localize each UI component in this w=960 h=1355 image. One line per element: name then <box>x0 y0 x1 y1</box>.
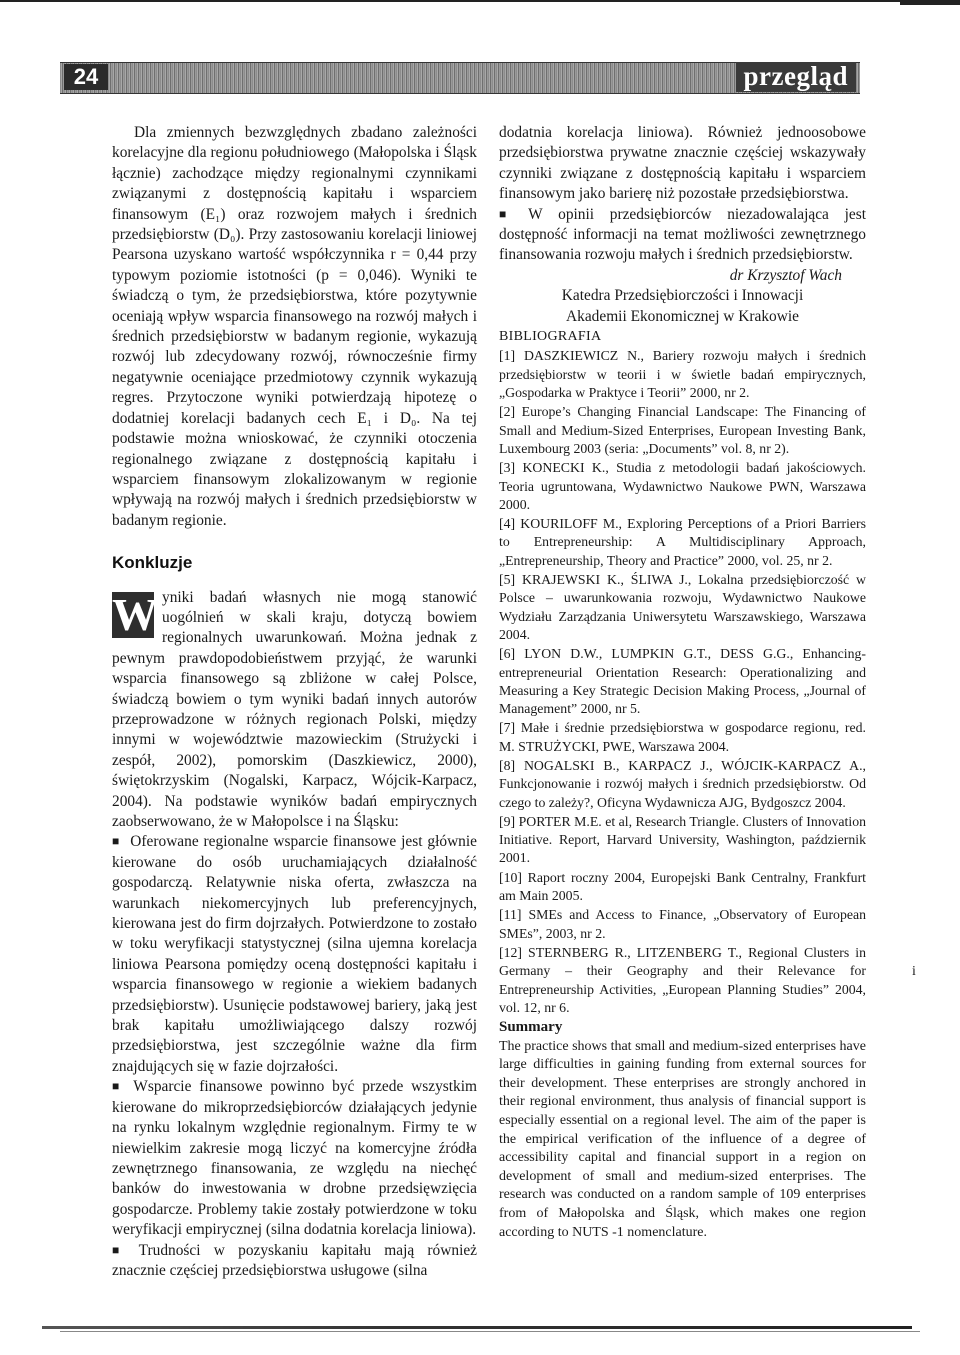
top-rule-corner <box>900 0 960 5</box>
summary-text: The practice shows that small and medium-sized enterprises have large difficulties in gaining funding from external sources for their development. These enterprises are strongly anchored in their regional environment, thus analysis of financial support is especially essential on a regional level. The aim of the paper is the empirical verification of the influence of a degree of accessibility capital and financial support in a region on development of small and medium-sized enterprises. The research was conducted on a random sample of 109 enterprises from of Małopolska and Śląsk, which makes one region according to NUTS -1 nomenclature. <box>499 1038 866 1240</box>
footer-rule <box>42 1326 912 1329</box>
reference-item: [5] KRAJEWSKI K., ŚLIWA J., Lokalna przedsiębiorczość w Polsce – uwarunkowania rozwoju, Wydawnictwo Naukowe Wydziału Zarządzania Uniwersytetu Warszawskiego, Warszawa 2004. <box>499 572 866 642</box>
reference-item: [1] DASZKIEWICZ N., Bariery rozwoju małych i średnich przedsiębiorstw w teorii i w świetle badań empirycznych, „Gospodarka w Praktyce i Teorii” 2000, nr 2. <box>499 348 866 401</box>
page-header-banner <box>60 62 860 94</box>
paragraph-conclusions: yniki badań własnych nie mogą stanowić uogólnień w skali kraju, dotyczą bowiem regionalnych uwarunkowań. Można jednak z pewnym prawdopodobieństwem przyjąć, że warunki wsparcia finansowego są zbliżone w całej Polsce, świadczą bowiem o tym wyniki badań innych autorów przeprowadzone w różnych regionach Polski, między innymi w województwie mazowieckim (Strużycki i zespół, 2002), pomorskim (Daszkiewicz, 2000), świętokrzyskim (Nogalski, Karpacz, Wójcik-Karpacz, 2004). Na podstawie wyników badań empirycznych zaobserwowano, że w Małopolsce i na Śląsku: <box>112 588 477 830</box>
paragraph-correlation: Dla zmiennych bezwzględnych zbadano zależności korelacyjne dla regionu południowego (Małopolska i Śląsk łącznie) zachodzące między regionalnymi czynnikami związanymi z dostępnością kapitału i wsparciem finansowym (E₁) oraz rozwojem małych i średnich przedsiębiorstw (D₀). Przy zastosowaniu korelacji liniowej Pearsona uzyskano wartość współczynnika r = 0,44 przy typowym poziomie istotności (p = 0,046). Wyniki te świadczą o tym, że przedsiębiorstwa, które pozytywnie oceniają wpływ wsparcia finansowego na rozwój małych i średnich przedsiębiorstw w badanym regionie, wykazują rozwój lub zdecydowany rozwój, równocześnie firmy negatywnie oceniające przedmiotowy czynnik wykazują regres. Przytoczone wyniki potwierdzają hipotezę o dodatniej korelacji badanych cech E₁ i D₀. Na tej podstawie można wnioskować, że czynniki otoczenia regionalnego związane z dostępnością kapitału i wsparciem finansowym zlokalizowanym w regionie wpływają na rozwój małych i średnich przedsiębiorstw w badanym regionie. <box>112 124 477 529</box>
top-rule <box>0 0 960 2</box>
author-affiliation: Katedra Przedsiębiorczości i Innowacji <box>561 287 804 305</box>
reference-item: [10] Raport roczny 2004, Europejski Bank Centralny, Frankfurt am Main 2005. <box>499 869 866 904</box>
left-column <box>112 123 477 1281</box>
right-column <box>499 123 866 1242</box>
bullet-item: ■ Trudności w pozyskaniu kapitału mają również znacznie częściej przedsiębiorstwa usługowe (silna <box>112 1241 477 1282</box>
summary-heading: Summary <box>499 1019 563 1036</box>
reference-item: [12] STERNBERG R., LITZENBERG T., Regional Clusters in Germany – their Geography and their Relevance for Entrepreneurship Activities, „European Planning Studies” 2004, vol. 12, nr 6. <box>499 944 866 1015</box>
paragraph-continued: dodatnia korelacja liniowa). Również jednoosobowe przedsiębiorstwa prywatne znacznie częściej wskazywały czynniki związane z dostępnością kapitału i wsparciem finansowym jako barierę niż pozostałe przedsiębiorstwa. <box>499 124 866 203</box>
author-affiliation: Akademii Ekonomicznej w Krakowie <box>566 307 799 325</box>
drop-cap: W <box>112 588 158 640</box>
bullet-item: ■ Oferowane regionalne wsparcie finansowe jest głównie kierowane do osób uruchamiających działalność gospodarczą. Relatywnie niska oferta, zwłaszcza na warunkach niekomercyjnych lub preferencyjnych, kierowana jest do firm dojrzałych. Potwierdzone to zostało w toku weryfikacji statystycznej (silna ujemna korelacja liniowa Pearsona pomiędzy oceną dostępności kapitału i wsparcia finansowego w regionie a wiekiem badanych przedsiębiorstw). Usunięcie podstawowej bariery, jaką jest brak kapitału umożliwiającego dalszy rozwój przedsiębiorstwa, jest szczególnie ważne dla firm znajdujących się w fazie dojrzałości. <box>112 832 477 1077</box>
reference-item: [2] Europe’s Changing Financial Landscape: The Financing of Small and Medium-Sized Enterprises, European Investing Bank, Luxembourg 2003 (seria: „Documents” vol. 8, nr 2). <box>499 404 866 456</box>
section-title: przegląd <box>736 62 857 92</box>
author-name: dr Krzysztof Wach <box>729 266 842 284</box>
reference-item: [6] LYON D.W., LUMPKIN G.T., DESS G.G., Enhancing-entrepreneurial Orientation Research: Operationalizing and Measuring a Key Strategic Decision Making Process, „Journal of Management” 2000, nr 5. <box>499 646 866 717</box>
page-number: 24 <box>64 64 108 90</box>
reference-item: [11] SMEs and Access to Finance, „Observatory of European SMEs”, 2003, nr 2. <box>499 907 866 941</box>
reference-item: [4] KOURILOFF M., Exploring Perceptions of a Priori Barriers to Entrepreneurship: A Multidisciplinary Approach, „Entrepreneurship, Theory and Practice” 2000, vol. 25, nr 2. <box>499 516 866 568</box>
footer-rule-thin <box>60 1331 920 1332</box>
section-heading-konkluzje: Konkluzje <box>112 553 193 573</box>
bullet-item: ■ Wsparcie finansowe powinno być przede wszystkim kierowane do mikroprzedsiębiorców działających jedynie na rynku lokalnym względnie regionalnym. Firmy te w niewielkim zakresie mogą liczyć na komercyjne źródła zewnętrznego finansowania, ze względu na niechęć banków do inwestowania w drobne przedsięwzięcia gospodarcze. Problemy takie zostały potwierdzone w toku weryfikacji empirycznej (silna dodatnia korelacja liniowa). <box>112 1077 477 1240</box>
reference-item: [7] Małe i średnie przedsiębiorstwa w gospodarce regionu, red. M. STRUŻYCKI, PWE, Warszawa 2004. <box>499 720 866 754</box>
bibliography-title: BIBLIOGRAFIA <box>499 329 602 345</box>
reference-item: [8] NOGALSKI B., KARPACZ J., WÓJCIK-KARPACZ A., Funkcjonowanie i rozwój małych i średnich przedsiębiorstw. Od czego to zależy?, Oficyna Wydawnicza AJG, Bydgoszcz 2004. <box>499 758 866 810</box>
reference-item: [9] PORTER M.E. et al, Research Triangle. Clusters of Innovation Initiative. Report, Harvard University, Washington, październik 2001. <box>499 813 866 866</box>
conclusions-paragraph <box>112 588 477 833</box>
reference-item: [3] KONECKI K., Studia z metodologii badań jakościowych. Teoria ugruntowana, Wydawnictwo Naukowe PWN, Warszawa 2000. <box>499 460 866 512</box>
bullet-item: ■ W opinii przedsiębiorców niezadowalająca jest dostępność informacji na temat możliwości zewnętrznego finansowania rozwoju małych i średnich przedsiębiorstw. <box>499 205 866 266</box>
reference-list <box>499 347 866 1017</box>
stray-mark: i <box>912 964 916 979</box>
